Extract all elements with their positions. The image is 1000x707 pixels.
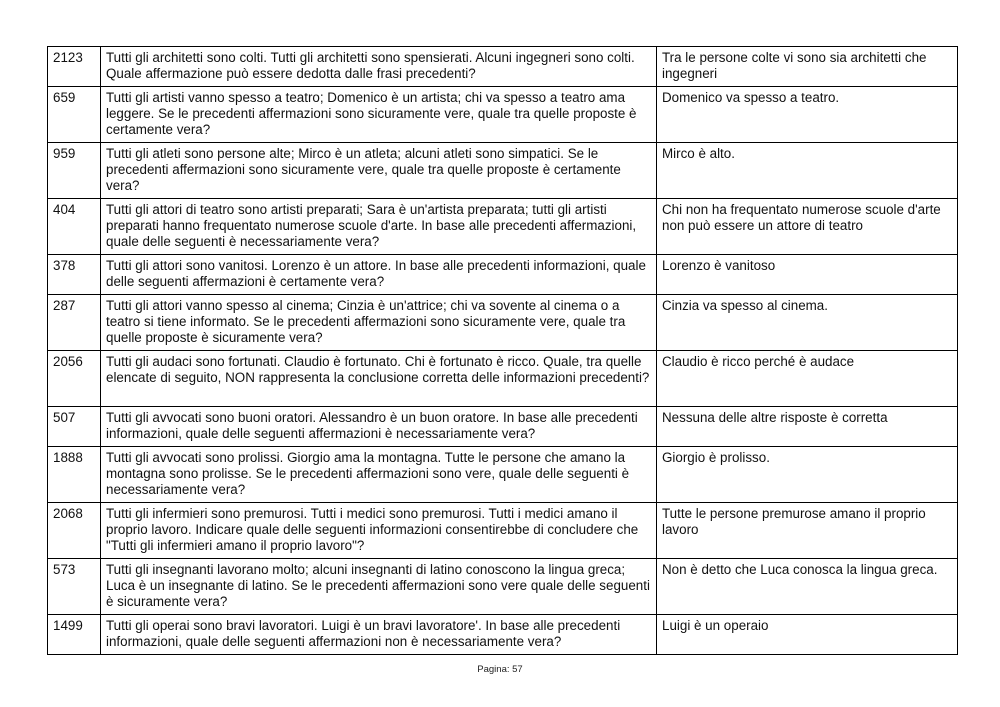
question-id: 2068 bbox=[48, 503, 101, 559]
question-text: Tutti gli attori vanno spesso al cinema; Cinzia è un'attrice; chi va sovente al cinema o a teatro si tiene informato. Se le precedenti affermazioni sono sicuramente vere, quale tra quelle proposte è sicuramente vera? bbox=[101, 295, 657, 351]
table-row bbox=[48, 255, 958, 295]
answer-text: Lorenzo è vanitoso bbox=[657, 255, 958, 295]
answer-text: Giorgio è prolisso. bbox=[657, 447, 958, 503]
table-row bbox=[48, 143, 958, 199]
question-text: Tutti gli avvocati sono prolissi. Giorgio ama la montagna. Tutte le persone che amano la montagna sono prolisse. Se le precedenti affermazioni sono vere, quale delle seguenti è necessariamente vera? bbox=[101, 447, 657, 503]
answer-text: Nessuna delle altre risposte è corretta bbox=[657, 407, 958, 447]
questions-table bbox=[47, 46, 958, 655]
table-row bbox=[48, 47, 958, 87]
table-row bbox=[48, 295, 958, 351]
answer-text: Domenico va spesso a teatro. bbox=[657, 87, 958, 143]
table-row bbox=[48, 503, 958, 559]
answer-text: Non è detto che Luca conosca la lingua greca. bbox=[657, 559, 958, 615]
table-row bbox=[48, 351, 958, 407]
answer-text: Chi non ha frequentato numerose scuole d'arte non può essere un attore di teatro bbox=[657, 199, 958, 255]
question-text: Tutti gli attori sono vanitosi. Lorenzo è un attore. In base alle precedenti informazioni, quale delle seguenti affermazioni è certamente vera? bbox=[101, 255, 657, 295]
table-row bbox=[48, 559, 958, 615]
question-text: Tutti gli operai sono bravi lavoratori. Luigi è un bravi lavoratore'. In base alle precedenti informazioni, quale delle seguenti affermazioni non è necessariamente vera? bbox=[101, 615, 657, 655]
question-text: Tutti gli avvocati sono buoni oratori. Alessandro è un buon oratore. In base alle precedenti informazioni, quale delle seguenti affermazioni è necessariamente vera? bbox=[101, 407, 657, 447]
question-text: Tutti gli attori di teatro sono artisti preparati; Sara è un'artista preparata; tutti gli artisti preparati hanno frequentato numerose scuole d'arte. In base alle precedenti affermazioni, quale delle seguenti è necessariamente vera? bbox=[101, 199, 657, 255]
question-text: Tutti gli insegnanti lavorano molto; alcuni insegnanti di latino conoscono la lingua greca; Luca è un insegnante di latino. Se le precedenti affermazioni sono vere quale delle seguenti è sicuramente vera? bbox=[101, 559, 657, 615]
answer-text: Tra le persone colte vi sono sia architetti che ingegneri bbox=[657, 47, 958, 87]
question-id: 507 bbox=[48, 407, 101, 447]
question-id: 573 bbox=[48, 559, 101, 615]
question-text: Tutti gli infermieri sono premurosi. Tutti i medici sono premurosi. Tutti i medici amano il proprio lavoro. Indicare quale delle seguenti informazioni consentirebbe di concludere che "Tutti gli infermieri amano il proprio lavoro"? bbox=[101, 503, 657, 559]
answer-text: Claudio è ricco perché è audace bbox=[657, 351, 958, 407]
question-id: 1499 bbox=[48, 615, 101, 655]
question-id: 2123 bbox=[48, 47, 101, 87]
question-id: 659 bbox=[48, 87, 101, 143]
question-text: Tutti gli atleti sono persone alte; Mirco è un atleta; alcuni atleti sono simpatici. Se le precedenti affermazioni sono sicuramente vere, quale tra quelle proposte è certamente vera? bbox=[101, 143, 657, 199]
answer-text: Tutte le persone premurose amano il proprio lavoro bbox=[657, 503, 958, 559]
table-row bbox=[48, 615, 958, 655]
answer-text: Mirco è alto. bbox=[657, 143, 958, 199]
question-id: 287 bbox=[48, 295, 101, 351]
question-text: Tutti gli architetti sono colti. Tutti gli architetti sono spensierati. Alcuni ingegneri sono colti. Quale affermazione può essere dedotta dalle frasi precedenti? bbox=[101, 47, 657, 87]
table-row bbox=[48, 199, 958, 255]
table-row bbox=[48, 447, 958, 503]
question-id: 378 bbox=[48, 255, 101, 295]
page-number: Pagina: 57 bbox=[477, 664, 523, 675]
question-id: 1888 bbox=[48, 447, 101, 503]
answer-text: Cinzia va spesso al cinema. bbox=[657, 295, 958, 351]
question-text: Tutti gli audaci sono fortunati. Claudio è fortunato. Chi è fortunato è ricco. Quale, tra quelle elencate di seguito, NON rappresenta la conclusione corretta delle informazioni precedenti? bbox=[101, 351, 657, 407]
question-id: 2056 bbox=[48, 351, 101, 407]
table-row bbox=[48, 407, 958, 447]
question-text: Tutti gli artisti vanno spesso a teatro; Domenico è un artista; chi va spesso a teatro ama leggere. Se le precedenti affermazioni sono sicuramente vere, quale tra quelle proposte è certamente vera? bbox=[101, 87, 657, 143]
table-row bbox=[48, 87, 958, 143]
question-id: 959 bbox=[48, 143, 101, 199]
answer-text: Luigi è un operaio bbox=[657, 615, 958, 655]
question-id: 404 bbox=[48, 199, 101, 255]
